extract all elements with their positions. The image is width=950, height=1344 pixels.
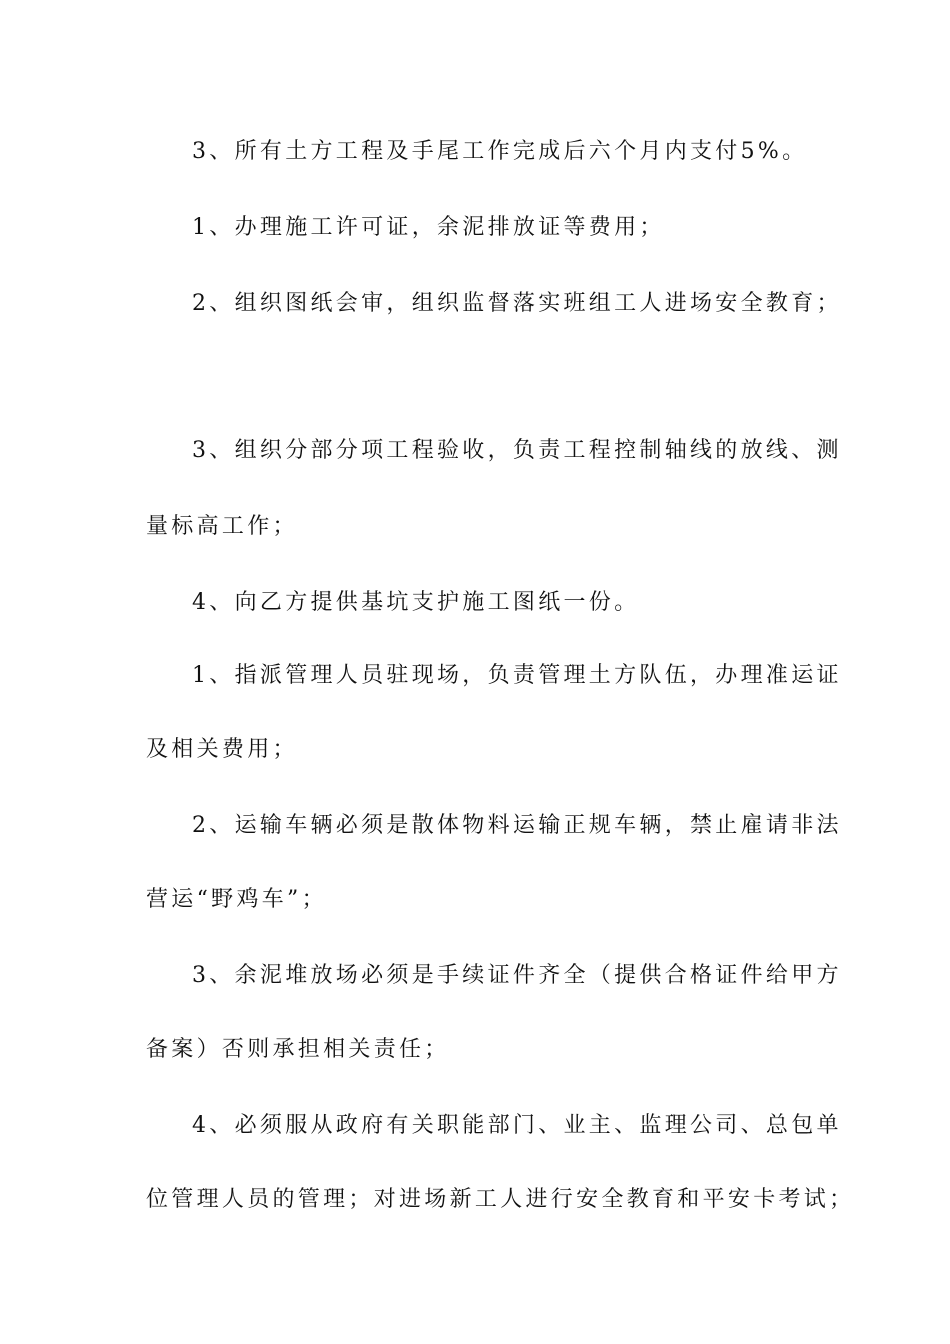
paragraph-line-2: 1、办理施工许可证，余泥排放证等费用；: [192, 215, 665, 240]
paragraph-line-9: 2、运输车辆必须是散体物料运输正规车辆，禁止雇请非法: [192, 813, 842, 838]
paragraph-line-5: 量标高工作；: [146, 514, 298, 539]
paragraph-line-13: 4、必须服从政府有关职能部门、业主、监理公司、总包单: [192, 1113, 842, 1138]
paragraph-line-6: 4、向乙方提供基坑支护施工图纸一份。: [192, 590, 640, 615]
paragraph-line-7: 1、指派管理人员驻现场，负责管理土方队伍，办理准运证: [192, 663, 842, 688]
paragraph-line-8: 及相关费用；: [146, 737, 298, 762]
paragraph-line-14: 位管理人员的管理；对进场新工人进行安全教育和平安卡考试；: [146, 1187, 855, 1212]
paragraph-line-10: 营运“野鸡车”；: [146, 887, 327, 912]
paragraph-line-11: 3、余泥堆放场必须是手续证件齐全（提供合格证件给甲方: [192, 963, 842, 988]
paragraph-line-1: 3、所有土方工程及手尾工作完成后六个月内支付5%。: [192, 139, 808, 164]
paragraph-line-3: 2、组织图纸会审，组织监督落实班组工人进场安全教育；: [192, 291, 842, 316]
paragraph-line-4: 3、组织分部分项工程验收，负责工程控制轴线的放线、测: [192, 438, 842, 463]
paragraph-line-12: 备案）否则承担相关责任；: [146, 1037, 450, 1062]
